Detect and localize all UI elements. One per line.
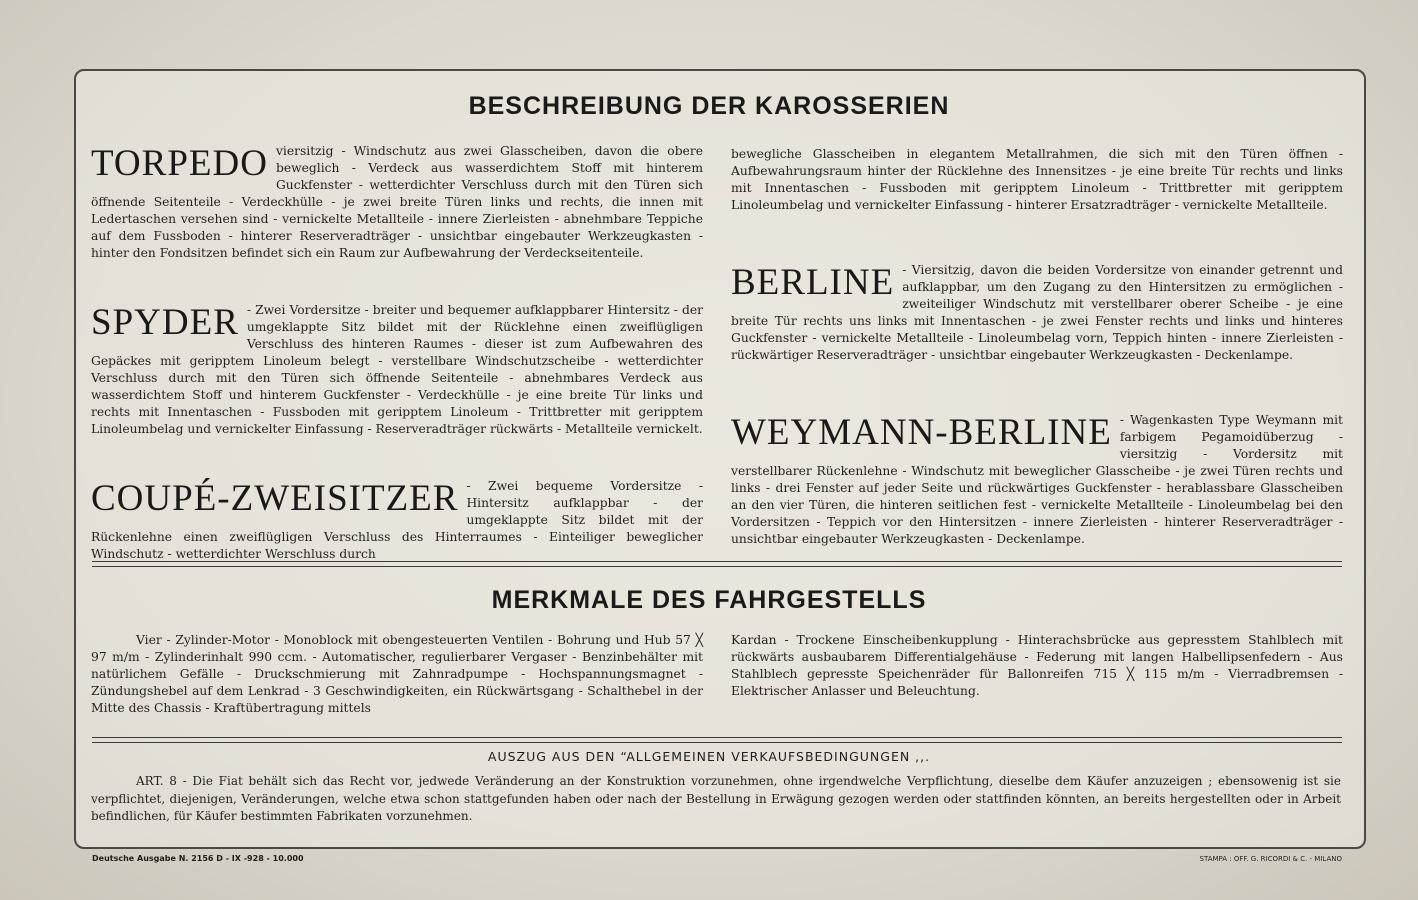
heading-torpedo: TORPEDO [91, 143, 268, 184]
block-coupe [91, 478, 703, 563]
text-terms-article: ART. 8 - Die Fiat behält sich das Recht vor, jedwede Veränderung an der Konstruktion vorzunehmen, ohne irgendwelche Verpflichtung, dieselbe dem Käufer anzuzeigen ; ebensowenig ist sie verpflichtet, diejenigen, Veränderungen, welche etwa schon stattgefunden haben oder nach der Bestellung in Erwägung gezogen werden oder stattfinden könnten, an bereits hergestellten oder in Arbeit befindlichen, für Käufer bestimmten Fabrikaten vorzunehmen. [91, 774, 1341, 823]
footer-printer: STAMPA : OFF. G. RICORDI & C. - MILANO [1199, 855, 1342, 863]
text-chassis-right: Kardan - Trockene Einscheibenkupplung - Hinterachsbrücke aus gepresstem Stahlblech mit rückwärts ausbaubarem Differentialgehäuse - Federung mit langen Halbellipsenfedern - Aus Stahlblech gepresste Speichenräder für Ballonreifen 715 ╳ 115 m/m - Vierradbremsen - Elektrischer Anlasser und Beleuchtung. [731, 633, 1343, 698]
divider-rule-2 [92, 737, 1342, 743]
block-torpedo [91, 143, 703, 262]
text-torpedo: viersitzig - Windschutz aus zwei Glasscheiben, davon die obere beweglich - Verdeck aus wasserdichtem Stoff mit hinterem Guckfenster - wetterdichter Verschluss durch mit den Türen sich öffnende Seitenteile - Verdeckhülle - je zwei breite Türen links und rechts, die innen mit Ledertaschen versehen sind - vernickelte Metallteile - innere Zierleisten - abnehmbare Teppiche auf dem Fussboden - hinterer Reserveradträger - unsichtbar eingebauter Werkzeugkasten - hinter den Fondsitzen befindet sich ein Raum zur Aufbewahrung der Verdeckseitenteile. [91, 144, 703, 260]
text-spyder: - Zwei Vordersitze - breiter und bequemer aufklappbarer Hintersitz - der umgeklappte Sitz bildet mit der Rücklehne einen zweiflügligen Verschluss des hinteren Raumes - dieser ist zum Aufbewahren des Gepäckes mit geripptem Linoleum belegt - verstellbare Windschutzscheibe - wetterdichter Verschluss durch mit den Türen sich öffnende Seitenteile - abnehmbares Verdeck aus wasserdichtem Stoff und hinterem Guckfenster - Verdeckhülle - je eine breite Tür links und rechts mit Innentaschen - Fussboden mit geripptem Linoleum - Trittbretter mit geripptem Linoleumbelag und vernickelter Einfassung - Reserveradträger rückwärts - Metallteile vernickelt. [91, 303, 703, 436]
text-coupe: - Zwei bequeme Vordersitze - Hintersitz aufklappbar - der umgeklappte Sitz bildet mit der Rückenlehne einen zweiflügligen Verschluss des Hinterraumes - Einteiliger beweglicher Windschutz - wetterdichter Werschluss durch [91, 479, 703, 561]
divider-rule-1 [92, 561, 1342, 567]
text-coupe-continued: bewegliche Glasscheiben in elegantem Metallrahmen, die sich mit den Türen öffnen - Aufbewahrungsraum hinter der Rücklehne des Innensitzes - je eine breite Tür rechts und links mit Innentaschen - Fussboden mit geripptem Linoleum - Trittbretter mit geripptem Linoleumbelag und vernickelter Einfassung - hinterer Ersatzradträger - vernickelte Metallteile. [731, 147, 1343, 212]
text-weymann: - Wagenkasten Type Weymann mit farbigem Pegamoidüberzug - viersitzig - Vordersitz mit verstellbarer Rückenlehne - Windschutz mit beweglicher Glasscheibe - je zwei Türen rechts und links - drei Fenster auf jeder Seite und rückwärtiges Guckfenster - herablassbare Glasscheiben an den vier Türen, die hinteren seitlichen fest - vernickelte Metallteile - Linoleumbelag bei den Vordersitzen - Teppich vor den Hintersitzen - innere Zierleisten - hinterer Reserveradträger - unsichtbar eingebauter Werkzeugkasten - Deckenlampe. [731, 413, 1343, 546]
block-berline [731, 262, 1343, 364]
terms-title: AUSZUG AUS DEN “ALLGEMEINEN VERKAUFSBEDINGUNGEN ,,. [487, 749, 931, 764]
heading-coupe: COUPÉ-ZWEISITZER [91, 478, 459, 519]
block-terms [91, 773, 1341, 826]
heading-berline: BERLINE [731, 262, 895, 303]
block-chassis-right [731, 632, 1343, 700]
block-chassis-left [91, 632, 703, 717]
heading-weymann: WEYMANN-BERLINE [731, 412, 1112, 453]
block-spyder [91, 302, 703, 438]
text-berline: - Viersitzig, davon die beiden Vordersitze von einander getrennt und aufklappbar, um den Zugang zu den Hintersitzen zu ermöglichen - zweiteiliger Windschutz mit verstellbarer oberer Scheibe - je eine breite Tür rechts uns links mit Innentaschen - je zwei Fenster rechts und links und hinteres Guckfenster - vernickelte Metallteile - Linoleumbelag vorn, Teppich hinten - innere Zierleisten - rückwärtiger Reserveradträger - unsichtbar eingebauter Werkzeugkasten - Deckenlampe. [731, 263, 1343, 362]
text-chassis-left: Vier - Zylinder-Motor - Monoblock mit obengesteuerten Ventilen - Bohrung und Hub 57 ╳ 97 m/m - Zylinderinhalt 990 ccm. - Automatischer, regulierbarer Vergaser - Benzinbehälter mit natürlichem Gefälle - Druckschmierung mit Zahnradpumpe - Hochspannungsmagnet - Zündungshebel auf dem Lenkrad - 3 Geschwindigkeiten, ein Rückwärtsgang - Schalthebel in der Mitte des Chassis - Kraftübertragung mittels [91, 633, 703, 715]
block-weymann [731, 412, 1343, 548]
section-title-chassis: MERKMALE DES FAHRGESTELLS [491, 586, 927, 614]
footer-edition: Deutsche Ausgabe N. 2156 D - IX -928 - 10.000 [92, 854, 304, 863]
heading-spyder: SPYDER [91, 302, 239, 343]
block-coupe-continued [731, 146, 1343, 214]
section-title-bodies: BESCHREIBUNG DER KAROSSERIEN [468, 92, 950, 120]
